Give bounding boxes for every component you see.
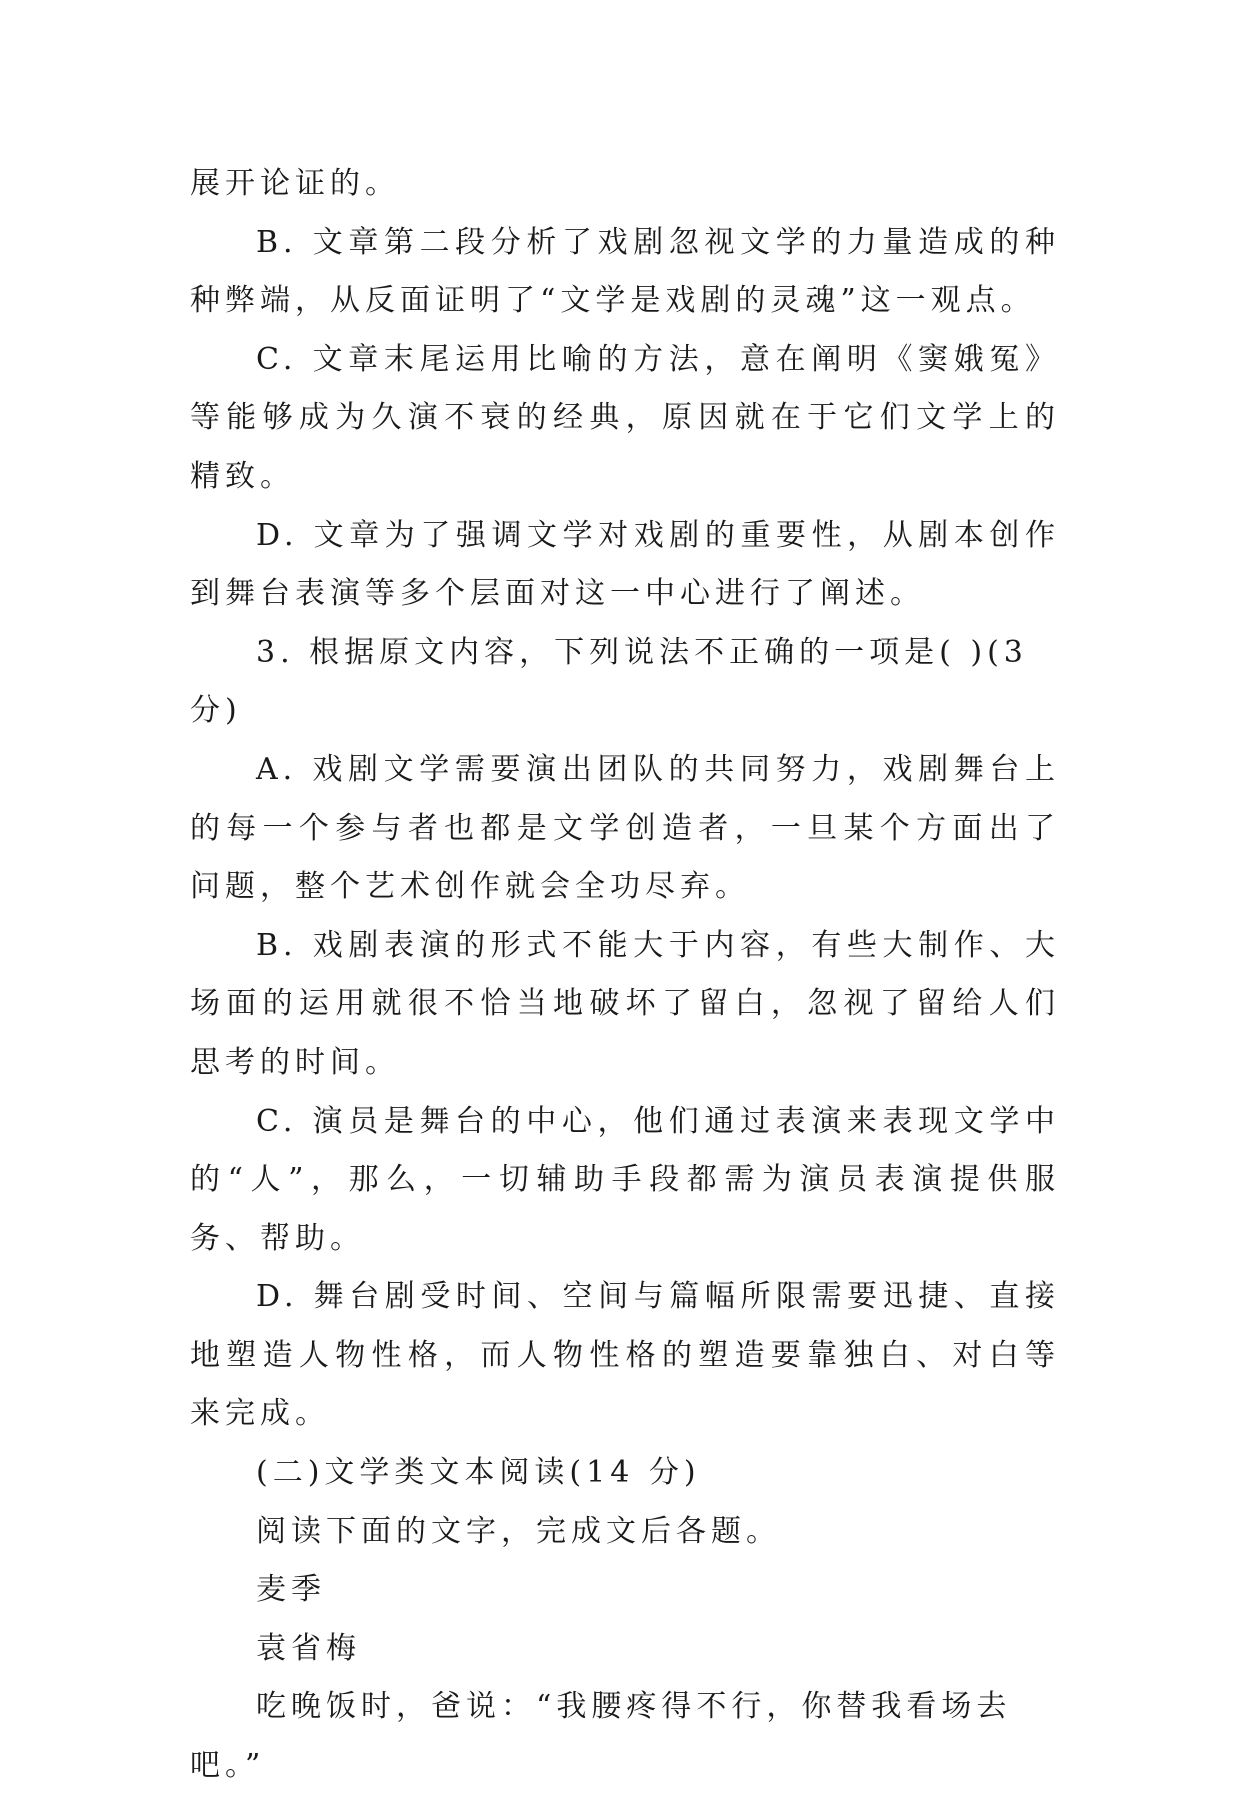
reading-instruction: 阅读下面的文字，完成文后各题。 [256,1513,781,1549]
story-title: 麦季 [256,1572,326,1608]
option-b-paragraph: B. 文章第二段分析了戏剧忽视文学的力量造成的种种弊端，从反面证明了“文学是戏剧的灵魂”这一观点。 [190,224,1060,319]
section-heading: (二)文学类文本阅读(14 分) [256,1455,701,1491]
document-body [190,155,1060,1796]
story-first-line: 吃晚饭时，爸说：“我腰疼得不行，你替我看场去吧。” [190,1689,1012,1784]
option-c-paragraph: C. 文章末尾运用比喻的方法，意在阐明《窦娥冤》等能够成为久演不衰的经典，原因就在于它们文学上的精致。 [190,341,1060,494]
story-author: 袁省梅 [256,1630,361,1666]
paragraph-continuation: 展开论证的。 [190,166,400,201]
q3-option-c-paragraph: C. 演员是舞台的中心，他们通过表演来表现文学中的“人”，那么，一切辅助手段都需为演员表演提供服务、帮助。 [190,1103,1060,1256]
option-d-paragraph: D. 文章为了强调文学对戏剧的重要性，从剧本创作到舞台表演等多个层面对这一中心进行了阐述。 [190,517,1060,612]
question-3-paragraph: 3. 根据原文内容，下列说法不正确的一项是( )(3 分) [190,634,1028,729]
q3-option-b-paragraph: B. 戏剧表演的形式不能大于内容，有些大制作、大场面的运用就很不恰当地破坏了留白，忽视了留给人们思考的时间。 [190,927,1060,1080]
q3-option-d-paragraph: D. 舞台剧受时间、空间与篇幅所限需要迅捷、直接地塑造人物性格，而人物性格的塑造要靠独白、对白等来完成。 [190,1279,1060,1432]
q3-option-a-paragraph: A. 戏剧文学需要演出团队的共同努力，戏剧舞台上的每一个参与者也都是文学创造者，一旦某个方面出了问题，整个艺术创作就会全功尽弃。 [190,751,1060,905]
